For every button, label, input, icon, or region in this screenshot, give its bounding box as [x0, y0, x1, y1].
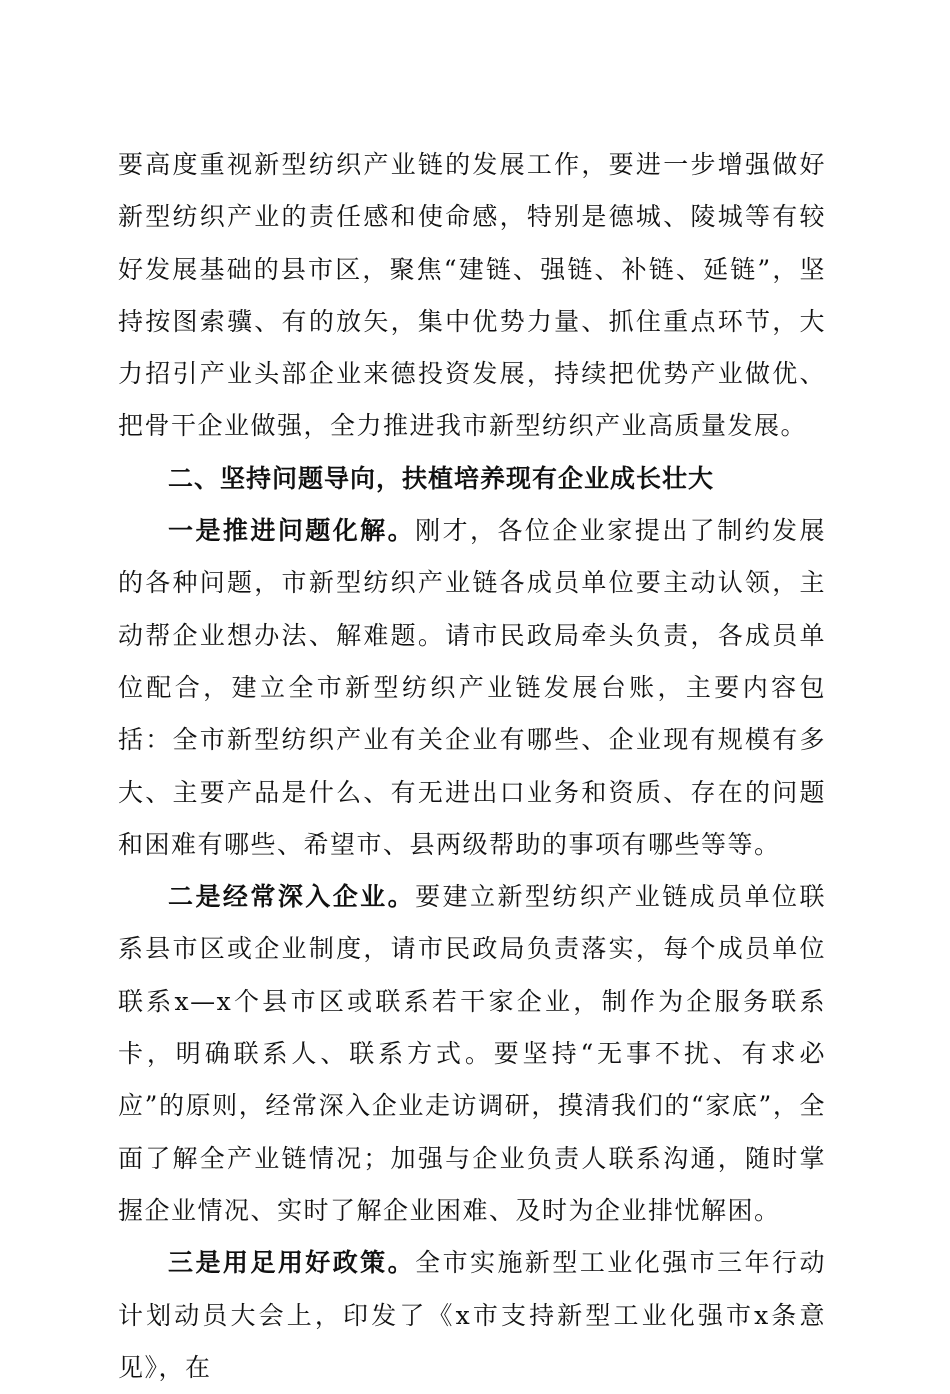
- section-heading: [118, 453, 826, 505]
- paragraph-item-1: [118, 505, 826, 871]
- paragraph-item-3: [118, 1237, 826, 1394]
- paragraph-text: 要建立新型纺织产业链成员单位联系县市区或企业制度，请市民政局负责落实，每个成员单位联系x—x个县市区或联系若干家企业，制作为企服务联系卡，明确联系人、联系方式。要坚持“无事不扰、有求必应”的原则，经常深入企业走访调研，摸清我们的“家底”，全面了解全产业链情况；加强与企业负责人联系沟通，随时掌握企业情况、实时了解企业困难、及时为企业排忧解困。: [118, 882, 826, 1225]
- paragraph-text: 全市实施新型工业化强市三年行动计划动员大会上，印发了《x市支持新型工业化强市x条意见》，在: [118, 1248, 826, 1382]
- paragraph-lead: 三是用足用好政策。: [168, 1248, 416, 1278]
- paragraph-continuation: [118, 139, 826, 453]
- paragraph-lead: 一是推进问题化解。: [168, 516, 416, 546]
- paragraph-text: 刚才，各位企业家提出了制约发展的各种问题，市新型纺织产业链各成员单位要主动认领，主动帮企业想办法、解难题。请市民政局牵头负责，各成员单位配合，建立全市新型纺织产业链发展台账，主要内容包括：全市新型纺织产业有关企业有哪些、企业现有规模有多大、主要产品是什么、有无进出口业务和资质、存在的问题和困难有哪些、希望市、县两级帮助的事项有哪些等等。: [118, 516, 826, 859]
- paragraph-item-2: [118, 871, 826, 1237]
- paragraph-lead: 二是经常深入企业。: [168, 882, 416, 912]
- paragraph-text: 要高度重视新型纺织产业链的发展工作，要进一步增强做好新型纺织产业的责任感和使命感，特别是德城、陵城等有较好发展基础的县市区，聚焦“建链、强链、补链、延链”，坚持按图索骥、有的放矢，集中优势力量、抓住重点环节，大力招引产业头部企业来德投资发展，持续把优势产业做优、把骨干企业做强，全力推进我市新型纺织产业高质量发展。: [118, 150, 826, 441]
- document-body: [118, 139, 826, 1394]
- section-heading-text: 二、坚持问题导向，扶植培养现有企业成长壮大: [168, 463, 715, 493]
